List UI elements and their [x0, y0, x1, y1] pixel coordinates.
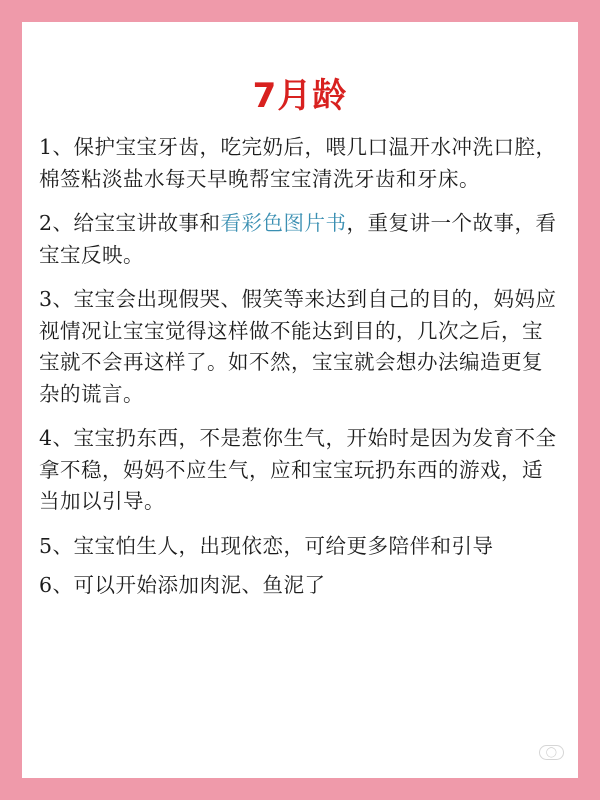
content-card: [22, 22, 578, 778]
tip-item-2-after: ，重复讲一个故事，看宝宝反映。: [39, 211, 557, 267]
watermark-logo-icon: ◯: [539, 745, 564, 760]
page-title: 7月龄: [252, 76, 348, 116]
tip-item-2-highlight: 看彩色图片书: [220, 211, 347, 235]
watermark: [539, 745, 564, 768]
tip-item-3: 3、宝宝会出现假哭、假笑等来达到自己的目的，妈妈应视情况让宝宝觉得这样做不能达到目的，几次之后，宝宝就不会再这样了。如不然，宝宝就会想办法编造更复杂的谎言。: [39, 287, 557, 406]
tip-item-2: [39, 208, 558, 271]
tip-item-6: 6、可以开始添加肉泥、鱼泥了: [39, 573, 326, 597]
tip-item-1: 1、保护宝宝牙齿，吃完奶后，喂几口温开水冲洗口腔，棉签粘淡盐水每天早晚帮宝宝清洗牙齿和牙床。: [39, 135, 557, 191]
tip-item-5: 5、宝宝怕生人，出现依恋，可给更多陪伴和引导: [39, 533, 494, 558]
tip-item-2-before: 2、给宝宝讲故事和: [39, 211, 221, 235]
tips-list: [39, 132, 558, 602]
tip-item-4: 4、宝宝扔东西，不是惹你生气，开始时是因为发育不全拿不稳，妈妈不应生气，应和宝宝玩扔东西的游戏，适当加以引导。: [39, 426, 557, 513]
